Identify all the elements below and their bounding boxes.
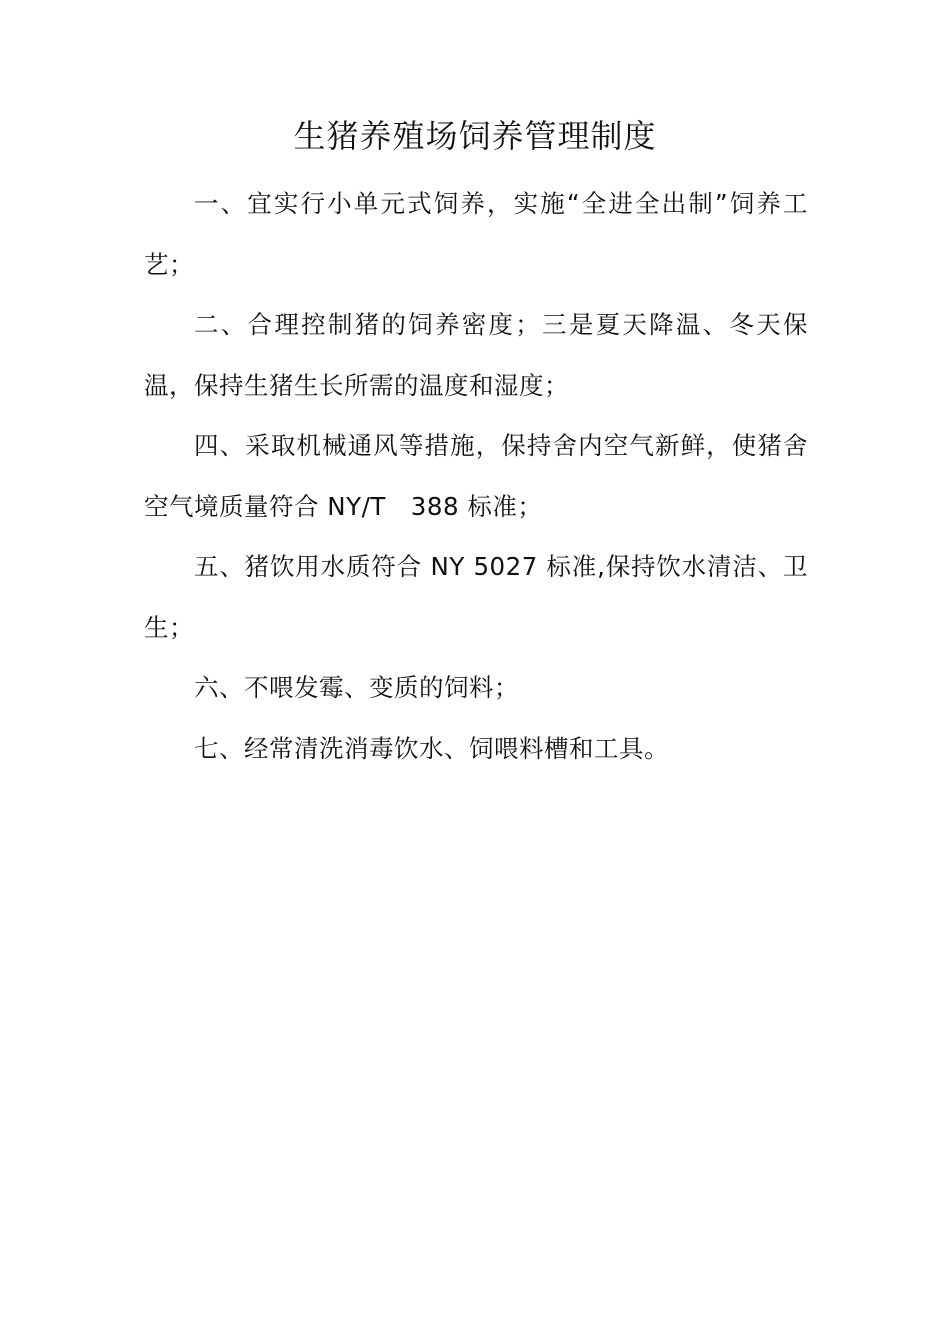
paragraph-5: 六、不喂发霉、变质的饲料； xyxy=(194,673,519,702)
document-body xyxy=(144,174,808,779)
paragraph-4: 五、猪饮用水质符合 NY 5027 标准,保持饮水清洁、卫生； xyxy=(144,552,808,642)
paragraph-2: 二、合理控制猪的饲养密度；三是夏天降温、冬天保温，保持生猪生长所需的温度和湿度； xyxy=(144,310,808,400)
paragraph-6: 七、经常清洗消毒饮水、饲喂料槽和工具。 xyxy=(194,733,669,763)
paragraph-1: 一、宜实行小单元式饲养，实施“全进全出制”饲养工艺； xyxy=(144,189,808,279)
paragraph-3: 四、采取机械通风等措施，保持舍内空气新鲜，使猪舍空气境质量符合 NY/T 388 标准； xyxy=(144,431,808,521)
document-title: 生猪养殖场饲养管理制度 xyxy=(293,117,657,155)
